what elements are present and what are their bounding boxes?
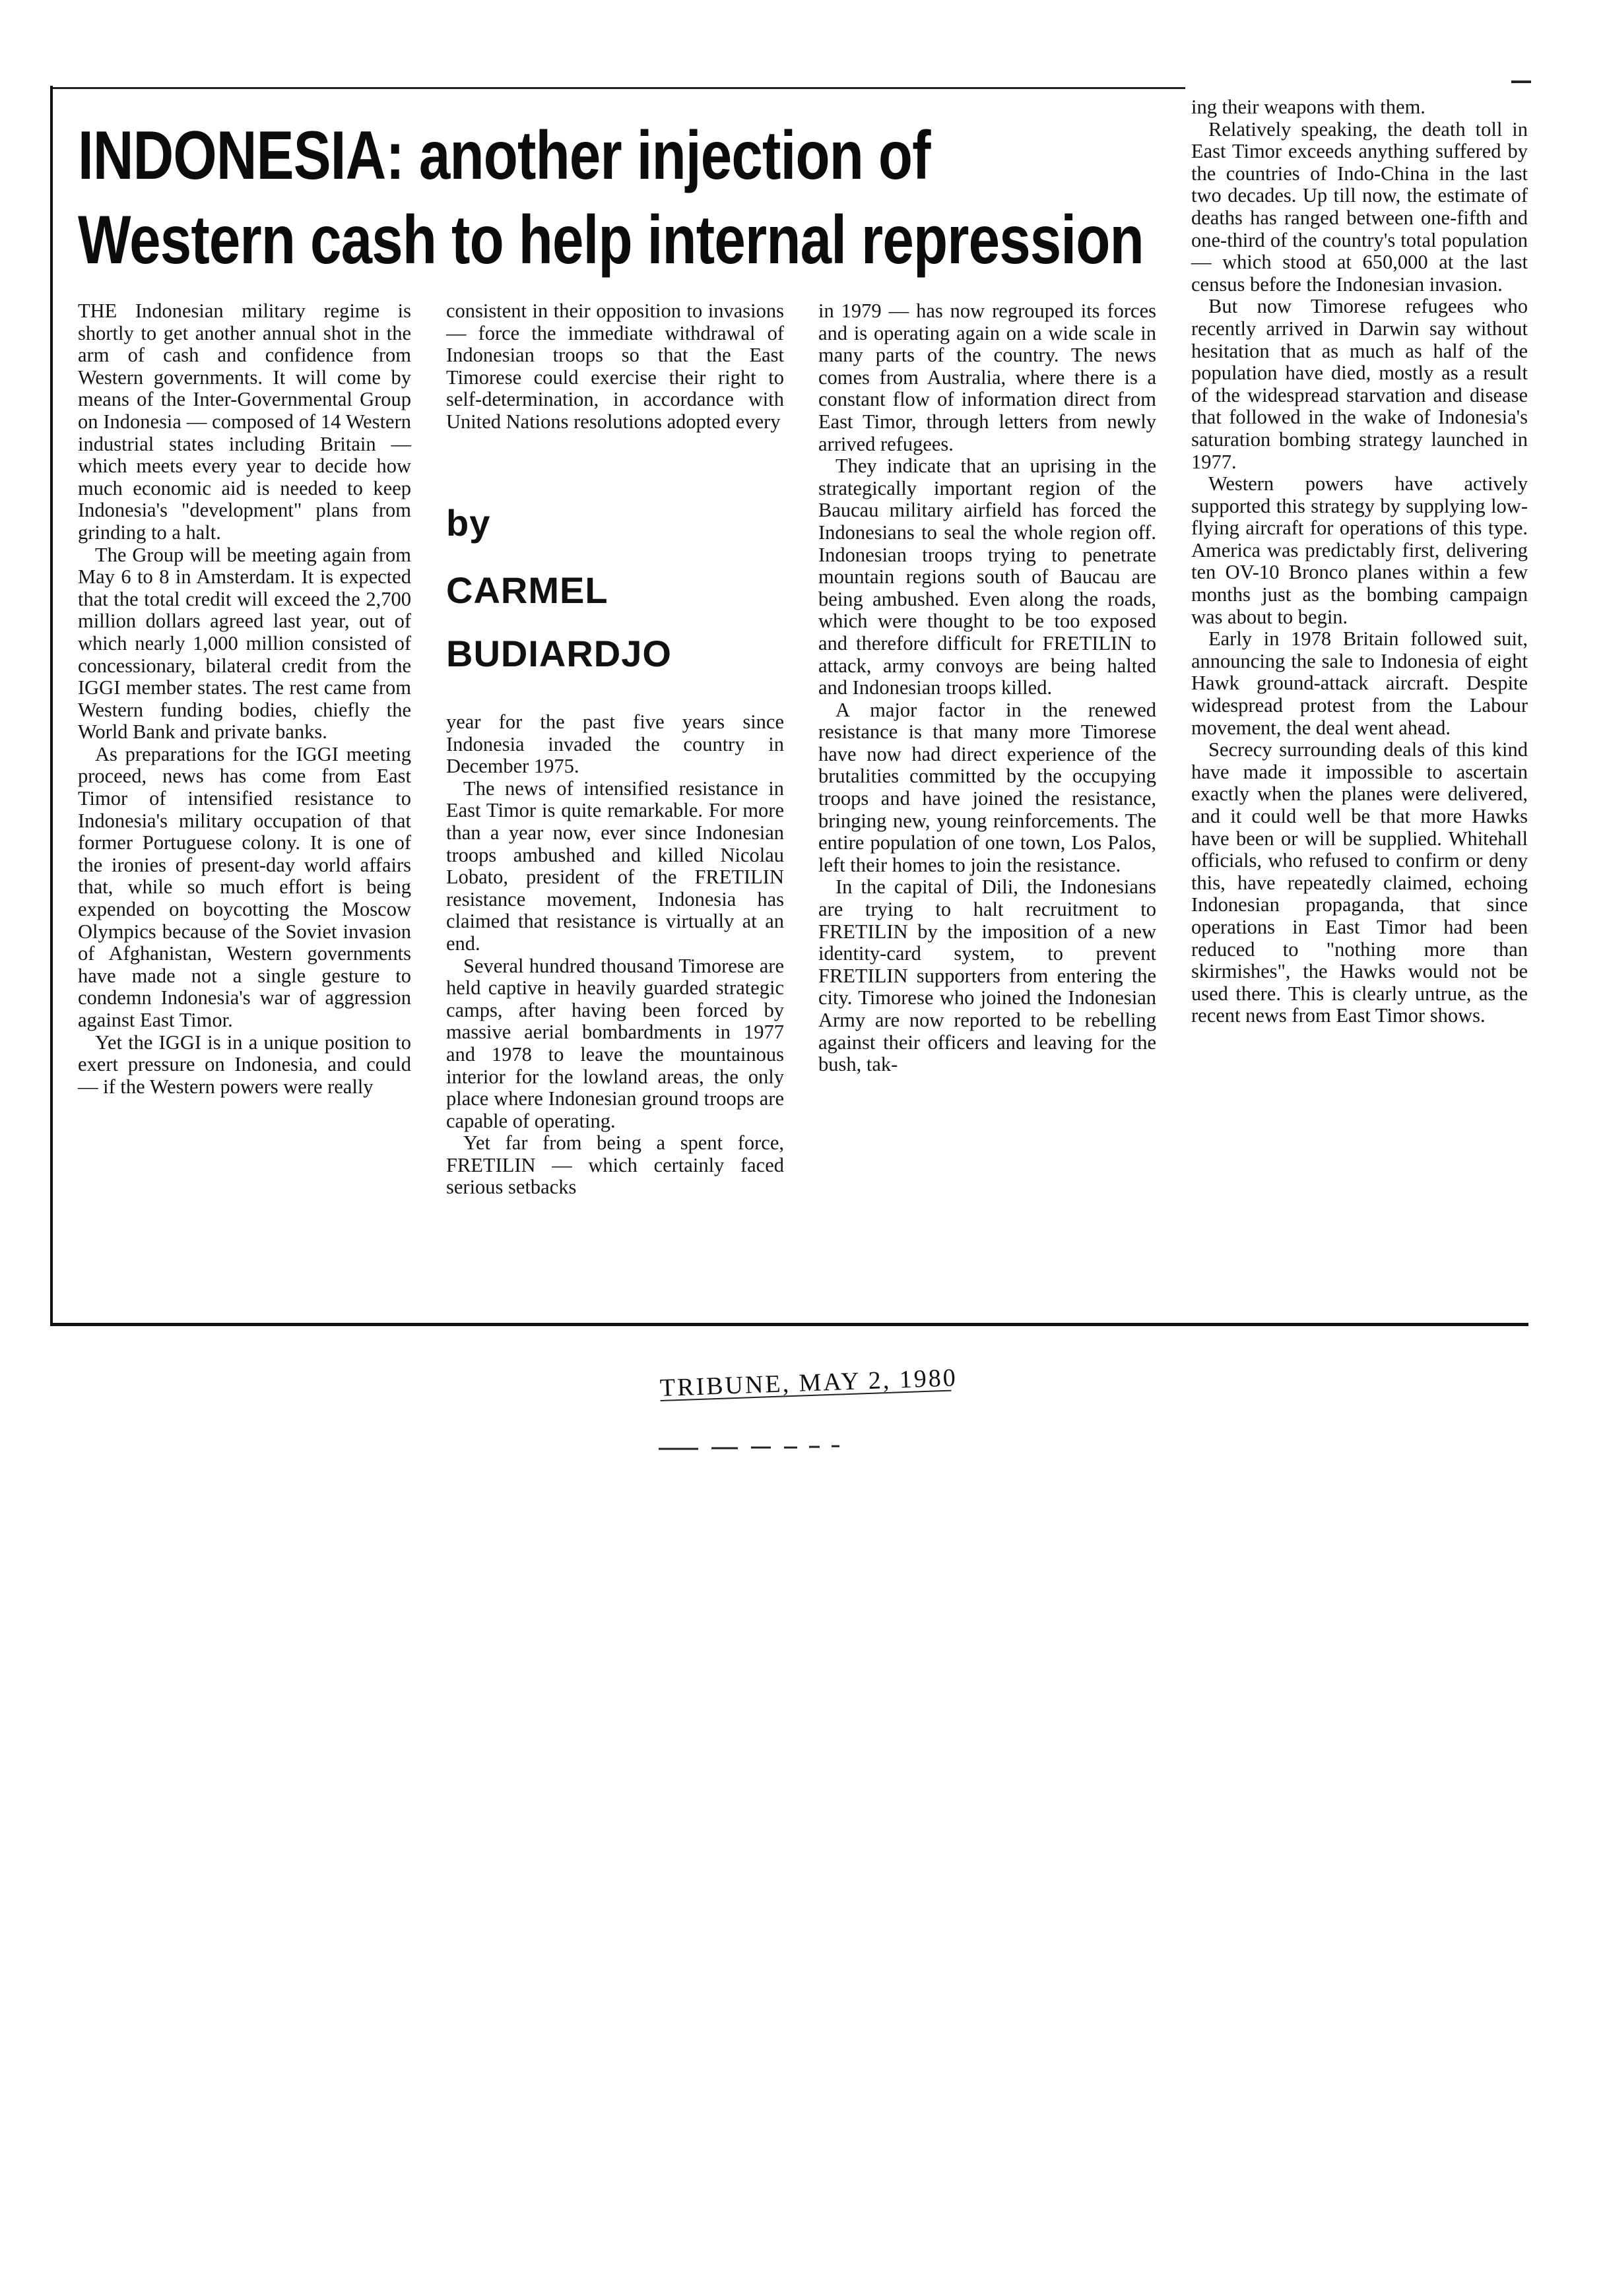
byline-last-name: BUDIARDJO	[446, 633, 672, 674]
paragraph: consistent in their opposition to invasions — force the immediate withdrawal of Indonesian troops so that the East Timorese could exercise their right to self-determination, in accordance with United Nations resolutions adopted every	[446, 300, 784, 433]
paragraph: year for the past five years since Indonesia invaded the country in December 1975.	[446, 711, 784, 778]
paragraph: Western powers have actively supported this strategy by supplying low-flying aircraft for operations of this type. America was predictably first, delivering ten OV-10 Bronco planes within a few months just as the bombing campaign was about to begin.	[1191, 472, 1528, 628]
source-dateline: TRIBUNE, MAY 2, 1980	[659, 1364, 958, 1402]
byline-first-name: CARMEL	[446, 569, 608, 611]
paragraph: In the capital of Dili, the Indonesians are trying to halt recruitment to FRETILIN by the imposition of a new identity-card system, to prevent FRETILIN supporters from entering the city. Timorese who joined the Indonesian Army are now reported to be rebelling against their officers and leaving for the bush, tak-	[818, 876, 1156, 1076]
paragraph: The news of intensified resistance in East Timor is quite remarkable. For more than a year now, ever since Indonesian troops ambushed and killed Nicolau Lobato, president of the FRETILIN resistance movement, Indonesia has claimed that resistance is virtually at an end.	[446, 777, 784, 955]
paragraph: Early in 1978 Britain followed suit, announcing the sale to Indonesia of eight Hawk ground-attack aircraft. Despite widespread protest from the Labour movement, the deal went ahead.	[1191, 627, 1528, 739]
paragraph: They indicate that an uprising in the strategically important region of the Baucau military airfield has forced the Indonesians to seal the whole region off. Indonesian troops trying to penetrate mountain regions south of Baucau are being ambushed. Even along the roads, which were thought to be too exposed and therefore difficult for FRETILIN to attack, army convoys are being halted and Indonesian troops killed.	[818, 455, 1156, 699]
headline-line-1: INDONESIA: another injection of	[78, 117, 931, 194]
clipping-top-rule-right	[1511, 80, 1531, 83]
headline	[78, 113, 1144, 282]
paragraph: A major factor in the renewed resistance is that many more Timorese have now had direct experience of the brutalities committed by the occupying troops and have joined the resistance, bringing new, young reinforcements. The entire population of one town, Los Palos, left their homes to join the resistance.	[818, 698, 1156, 876]
article-column-3	[818, 300, 1156, 1076]
paragraph: THE Indonesian military regime is shortly to get another annual shot in the arm of cash and confidence from Western governments. It will come by means of the Inter-Governmental Group on Indonesia — composed of 14 Western industrial states including Britain — which meets every year to decide how much economic aid is needed to keep Indonesia's "development" plans from grinding to a halt.	[78, 300, 411, 544]
paragraph: ing their weapons with them.	[1191, 96, 1425, 118]
article-column-4	[1191, 96, 1528, 1027]
headline-line-2: Western cash to help internal repression	[78, 202, 1144, 278]
article-column-2-top	[446, 300, 784, 433]
article-column-2-bottom	[446, 711, 784, 1199]
paragraph: But now Timorese refugees who recently arrived in Darwin say without hesitation that as much as half of the population have died, mostly as a result of the widespread starvation and disease that followed in the wake of Indonesia's saturation bombing strategy launched in 1977.	[1191, 295, 1528, 473]
paragraph: Yet far from being a spent force, FRETILIN — which certainly faced serious setbacks	[446, 1132, 784, 1199]
dashed-rule	[659, 1445, 843, 1451]
paragraph: Several hundred thousand Timorese are held captive in heavily guarded strategic camps, after having been forced by massive aerial bombardments in 1977 and 1978 to leave the mountainous interior for the lowland areas, the only place where Indonesian ground troops are capable of operating.	[446, 954, 784, 1132]
paragraph: Relatively speaking, the death toll in East Timor exceeds anything suffered by the countries of Indo-China in the last two decades. Up till now, the estimate of deaths has ranged between one-fifth and one-third of the country's total population — which stood at 650,000 at the last census before the Indonesian invasion.	[1191, 117, 1528, 296]
paragraph: in 1979 — has now regrouped its forces and is operating again on a wide scale in many parts of the country. The news comes from Australia, where there is a constant flow of information direct from East Timor, through letters from newly arrived refugees.	[818, 300, 1156, 455]
paragraph: As preparations for the IGGI meeting proceed, news has come from East Timor of intensified resistance to Indonesia's military occupation of that former Portuguese colony. It is one of the ironies of present-day world affairs that, while so much effort is being expended on boycotting the Moscow Olympics because of the Soviet invasion of Afghanistan, Western governments have made not a single gesture to condemn Indonesia's war of aggression against East Timor.	[78, 742, 411, 1031]
article-column-1	[78, 300, 411, 1098]
byline-by: by	[446, 502, 491, 544]
paragraph: The Group will be meeting again from May 6 to 8 in Amsterdam. It is expected that the total credit will exceed the 2,700 million dollars agreed last year, out of which nearly 1,000 million consisted of concessionary, bilateral credit from the IGGI member states. The rest came from Western funding bodies, chiefly the World Bank and private banks.	[78, 543, 411, 744]
paragraph: Yet the IGGI is in a unique position to exert pressure on Indonesia, and could — if the Western powers were really	[78, 1031, 411, 1098]
paragraph: Secrecy surrounding deals of this kind have made it impossible to ascertain exactly when the planes were delivered, and it could well be that more Hawks have been or will be supplied. Whitehall officials, who refused to confirm or deny this, have repeatedly claimed, echoing Indonesian propaganda, that since operations in East Timor had been reduced to "nothing more than skirmishes", the Hawks would not be used there. This is clearly untrue, as the recent news from East Timor shows.	[1191, 738, 1528, 1027]
